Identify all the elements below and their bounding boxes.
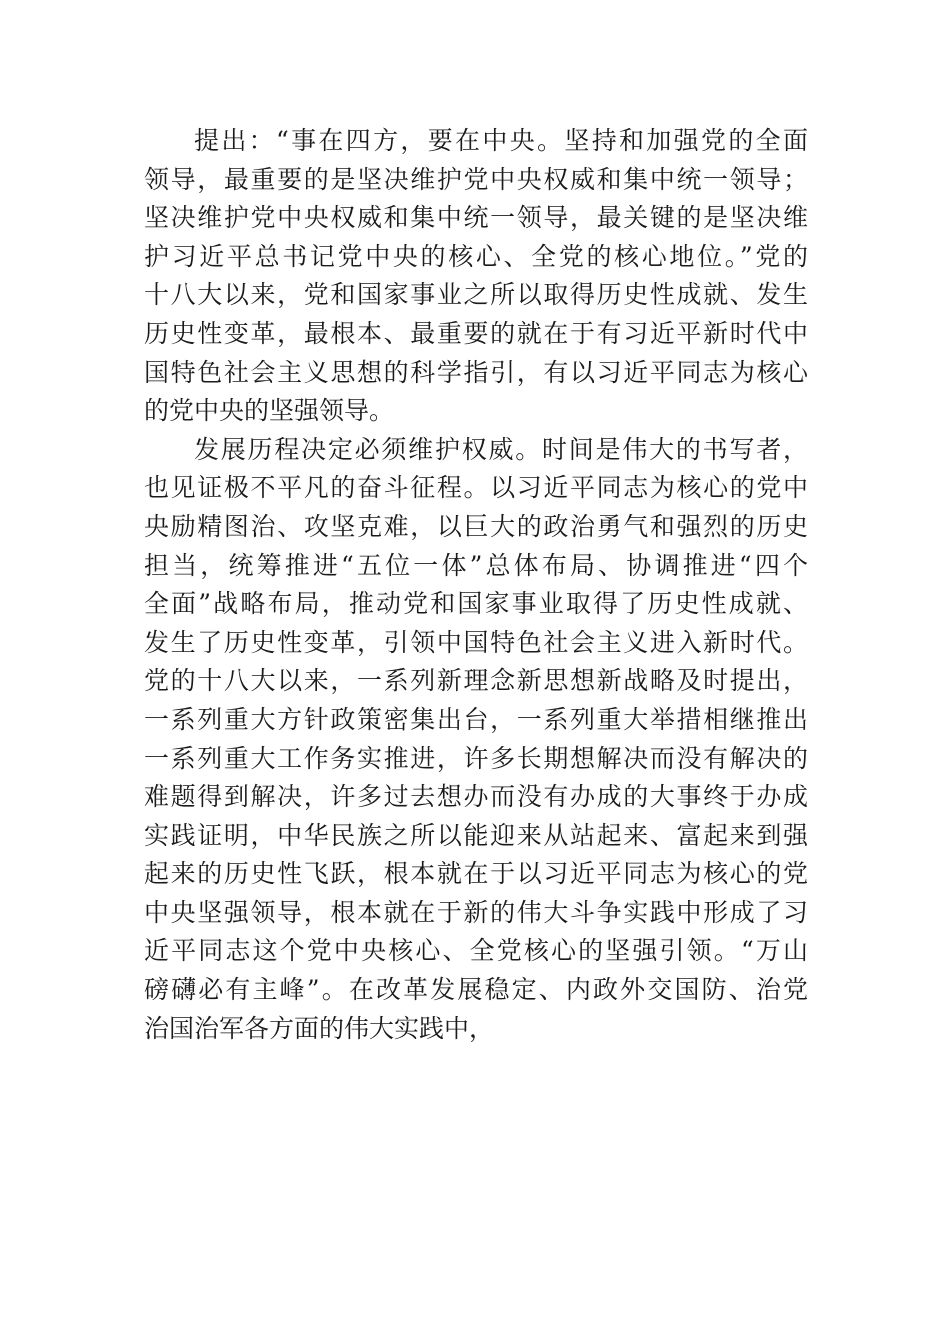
paragraph-line: 治国治军各方面的伟大实践中， — [144, 1013, 495, 1043]
paragraph-line: 护习近平总书记党中央的核心、全党的核心地位。”党的 — [144, 241, 808, 271]
paragraph-2 — [144, 431, 808, 1049]
paragraph-line: 担当，统筹推进“五位一体”总体布局、协调推进“四个 — [144, 550, 808, 580]
paragraph-line: 起来的历史性飞跃，根本就在于以习近平同志为核心的党 — [144, 859, 808, 889]
paragraph-line: 党的十八大以来，一系列新理念新思想新战略及时提出， — [144, 666, 808, 696]
paragraph-line: 央励精图治、攻坚克难，以巨大的政治勇气和强烈的历史 — [144, 511, 808, 541]
paragraph-line: 一系列重大工作务实推进，许多长期想解决而没有解决的 — [144, 743, 808, 773]
paragraph-line: 磅礴必有主峰”。在改革发展稳定、内政外交国防、治党 — [144, 975, 808, 1005]
paragraph-line: 历史性变革，最根本、最重要的就在于有习近平新时代中 — [144, 318, 808, 348]
paragraph-line: 十八大以来，党和国家事业之所以取得历史性成就、发生 — [144, 280, 808, 310]
paragraph-line: 的党中央的坚强领导。 — [144, 396, 395, 426]
paragraph-1 — [144, 122, 808, 431]
paragraph-line: 近平同志这个党中央核心、全党核心的坚强引领。“万山 — [144, 936, 808, 966]
paragraph-line: 实践证明，中华民族之所以能迎来从站起来、富起来到强 — [144, 820, 808, 850]
paragraph-line: 坚决维护党中央权威和集中统一领导，最关键的是坚决维 — [144, 203, 808, 233]
paragraph-line: 国特色社会主义思想的科学指引，有以习近平同志为核心 — [144, 357, 808, 387]
paragraph-line: 全面”战略布局，推动党和国家事业取得了历史性成就、 — [144, 589, 808, 619]
paragraph-line: 一系列重大方针政策密集出台，一系列重大举措相继推出 — [144, 704, 808, 734]
paragraph-line: 也见证极不平凡的奋斗征程。以习近平同志为核心的党中 — [144, 473, 808, 503]
document-body — [144, 122, 808, 1048]
paragraph-line: 提出：“事在四方，要在中央。坚持和加强党的全面 — [194, 126, 808, 155]
paragraph-line: 领导，最重要的是坚决维护党中央权威和集中统一领导； — [144, 164, 808, 194]
paragraph-line: 中央坚强领导，根本就在于新的伟大斗争实践中形成了习 — [144, 897, 808, 927]
paragraph-line: 难题得到解决，许多过去想办而没有办成的大事终于办成 — [144, 782, 808, 812]
paragraph-line: 发展历程决定必须维护权威。时间是伟大的书写者， — [194, 434, 808, 464]
paragraph-line: 发生了历史性变革，引领中国特色社会主义进入新时代。 — [144, 627, 808, 657]
